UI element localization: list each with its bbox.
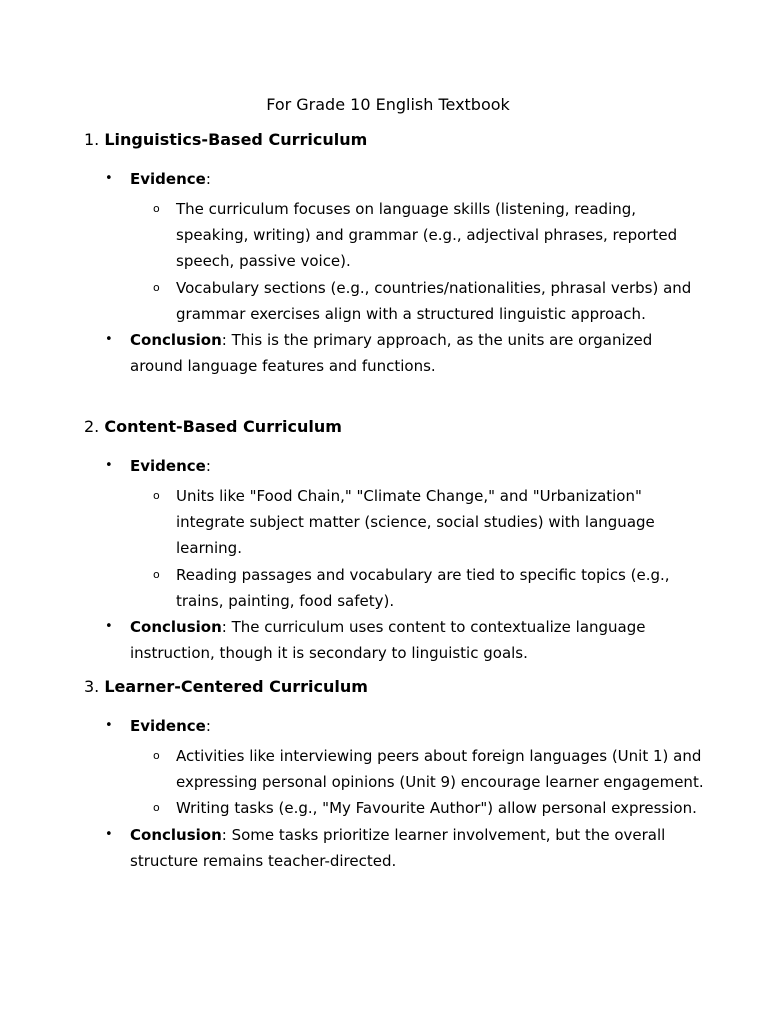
evidence-item: o Units like "Food Chain," "Climate Change," and "Urbanization" integrate subject matter (science, social studies) with language learning. (130, 483, 704, 562)
evidence-item: o Vocabulary sections (e.g., countries/nationalities, phrasal verbs) and grammar exercises align with a structured linguistic approach. (130, 275, 704, 327)
conclusion-text: : The curriculum uses content to contextualize language instruction, though it is secondary to linguistic goals. (130, 618, 646, 663)
document-title: For Grade 10 English Textbook (266, 95, 510, 114)
evidence-colon: : (205, 457, 211, 475)
evidence-bullet (84, 453, 704, 614)
section-number: 2. (84, 417, 100, 436)
section-heading (84, 415, 704, 439)
section-bullets (84, 713, 704, 874)
conclusion-bullet (84, 614, 704, 666)
evidence-list (130, 196, 704, 327)
section-heading (84, 128, 704, 152)
evidence-bullet (84, 166, 704, 327)
conclusion-bullet (84, 822, 704, 874)
conclusion-text: : Some tasks prioritize learner involvement, but the overall structure remains teacher-directed. (130, 825, 666, 870)
conclusion-label: Conclusion (130, 825, 222, 844)
conclusion-label: Conclusion (130, 331, 222, 350)
section-number: 3. (84, 677, 100, 696)
section-learner-centered (84, 675, 704, 874)
evidence-label: Evidence (130, 717, 206, 735)
section-title: Content-Based Curriculum (104, 417, 342, 436)
section-content-based (84, 415, 704, 666)
evidence-item: o Writing tasks (e.g., "My Favourite Author") allow personal expression. (130, 795, 704, 821)
conclusion-label: Conclusion (130, 618, 222, 637)
evidence-list (130, 743, 704, 822)
section-title: Linguistics-Based Curriculum (104, 130, 368, 149)
evidence-item: o Reading passages and vocabulary are tied to specific topics (e.g., trains, painting, food safety). (130, 562, 704, 614)
evidence-bullet (84, 713, 704, 822)
section-title: Learner-Centered Curriculum (104, 677, 368, 696)
section-linguistics-based (84, 128, 704, 379)
section-bullets (84, 453, 704, 666)
evidence-colon: : (205, 717, 211, 735)
evidence-list (130, 483, 704, 614)
section-heading (84, 675, 704, 699)
evidence-label: Evidence (130, 457, 206, 475)
evidence-item: o The curriculum focuses on language skills (listening, reading, speaking, writing) and grammar (e.g., adjectival phrases, reported speech, passive voice). (130, 196, 704, 275)
conclusion-text: : This is the primary approach, as the units are organized around language features and functions. (130, 331, 653, 376)
evidence-label: Evidence (130, 170, 206, 188)
section-bullets (84, 166, 704, 379)
evidence-colon: : (205, 170, 211, 188)
evidence-item: o Activities like interviewing peers about foreign languages (Unit 1) and expressing personal opinions (Unit 9) encourage learner engagement. (130, 743, 704, 795)
section-number: 1. (84, 130, 100, 149)
conclusion-bullet (84, 327, 704, 379)
